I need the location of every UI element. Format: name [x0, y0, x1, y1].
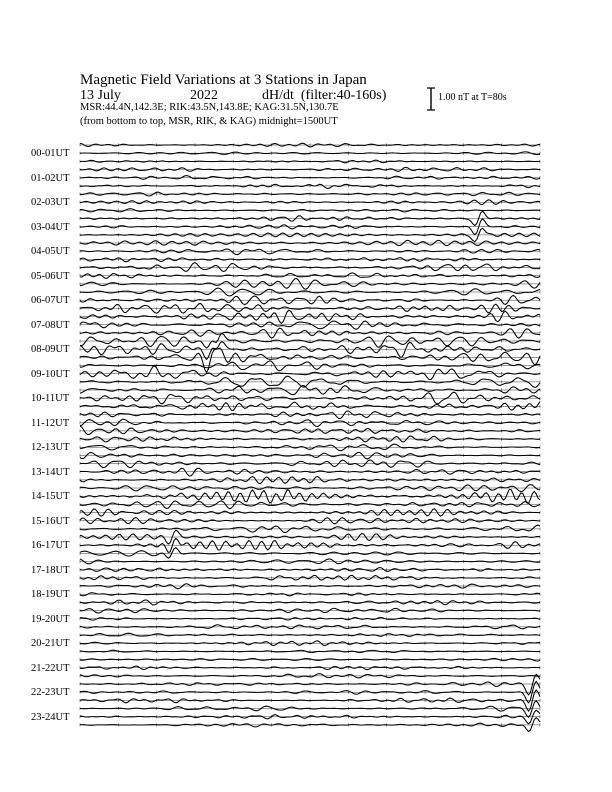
trace-msr	[80, 209, 540, 212]
scale-label: 1.00 nT at T=80s	[438, 92, 507, 103]
trace-kag	[80, 701, 540, 717]
trace-msr	[80, 650, 540, 653]
trace-kag	[80, 288, 540, 296]
trace-rik	[80, 295, 540, 304]
hour-label: 10-11UT	[31, 393, 70, 404]
trace-waveform	[80, 273, 540, 278]
trace-kag	[80, 530, 540, 544]
station-coordinates: MSR:44.4N,142.3E; RIK:43.5N,143.8E; KAG:31.5N,130.7E	[80, 102, 339, 113]
trace-group	[80, 143, 540, 731]
hour-label: 18-19UT	[31, 589, 70, 600]
trace-msr	[80, 304, 540, 314]
trace-rik	[80, 273, 540, 278]
trace-kag	[80, 143, 540, 147]
trace-kag	[80, 436, 540, 442]
hour-label: 20-21UT	[31, 638, 70, 649]
trace-rik	[80, 366, 540, 380]
trace-kag	[80, 333, 540, 348]
trace-msr	[80, 477, 540, 484]
hour-label: 05-06UT	[31, 270, 70, 282]
trace-rik	[80, 249, 540, 255]
trace-msr	[80, 160, 540, 163]
hour-label: 00-01UT	[31, 148, 70, 159]
trace-waveform	[80, 468, 540, 476]
trace-rik	[80, 538, 540, 552]
hour-label: 17-18UT	[31, 564, 70, 576]
trace-rik	[80, 200, 540, 205]
hour-label: 13-14UT	[31, 466, 70, 478]
trace-msr	[80, 376, 540, 387]
hour-label: 03-04UT	[31, 221, 70, 233]
date-year: 2022	[190, 88, 218, 103]
trace-rik	[80, 321, 540, 329]
trace-kag	[80, 211, 540, 225]
trace-msr	[80, 258, 540, 262]
scale-bar	[427, 88, 435, 110]
hour-label: 01-02UT	[31, 172, 70, 184]
trace-rik	[80, 593, 540, 596]
chart-title: Magnetic Field Variations at 3 Stations in Japan	[80, 72, 367, 88]
trace-msr	[80, 452, 540, 459]
trace-kag	[80, 509, 540, 517]
hour-label: 14-15UT	[31, 491, 70, 502]
trace-msr	[80, 718, 540, 732]
trace-rik	[80, 641, 540, 646]
hour-label: 07-08UT	[31, 319, 70, 331]
trace-msr	[80, 348, 540, 372]
hour-label: 06-07UT	[31, 295, 70, 306]
trace-kag	[80, 167, 540, 171]
hour-label: 16-17UT	[31, 540, 70, 551]
trace-msr	[80, 328, 540, 338]
quantity-label: dH/dt	[262, 88, 294, 103]
trace-waveform	[80, 392, 540, 404]
trace-kag	[80, 361, 540, 371]
trace-kag	[80, 192, 540, 196]
trace-waveform	[80, 718, 540, 732]
trace-kag	[80, 460, 540, 468]
trace-kag	[80, 411, 540, 419]
trace-rik	[80, 468, 540, 476]
hour-label: 12-13UT	[31, 442, 70, 453]
hour-label: 09-10UT	[31, 368, 70, 380]
hour-label: 11-12UT	[31, 417, 70, 429]
trace-msr	[80, 501, 540, 509]
trace-rik	[80, 710, 540, 724]
trace-msr	[80, 548, 540, 559]
trace-kag	[80, 263, 540, 272]
trace-kag	[80, 658, 540, 661]
trace-rik	[80, 392, 540, 404]
trace-msr	[80, 279, 540, 290]
trace-waveform	[80, 641, 540, 646]
hour-label: 15-16UT	[31, 515, 70, 527]
trace-msr	[80, 525, 540, 533]
trace-rik	[80, 489, 540, 503]
trace-msr	[80, 600, 540, 605]
trace-rik	[80, 444, 540, 451]
trace-kag	[80, 240, 540, 245]
trace-waveform	[80, 701, 540, 717]
trace-rik	[80, 518, 540, 524]
trace-waveform	[80, 348, 540, 372]
trace-kag	[80, 633, 540, 636]
trace-rik	[80, 568, 540, 572]
hour-label: 23-24UT	[31, 711, 70, 723]
trace-kag	[80, 310, 540, 323]
trace-rik	[80, 152, 540, 155]
trace-msr	[80, 674, 540, 678]
station-order-note: (from bottom to top, MSR, RIK, & KAG) midnight=1500UT	[80, 116, 338, 127]
trace-kag	[80, 485, 540, 492]
hour-label: 21-22UT	[31, 662, 70, 674]
trace-waveform	[80, 386, 540, 395]
trace-kag	[80, 559, 540, 564]
date-day-month: 13 July	[80, 88, 121, 103]
hour-label: 22-23UT	[31, 687, 70, 698]
trace-msr	[80, 184, 540, 188]
trace-rik	[80, 176, 540, 180]
trace-waveform	[80, 501, 540, 509]
hour-label: 02-03UT	[31, 197, 70, 208]
trace-msr	[80, 402, 540, 411]
trace-waveform	[80, 460, 540, 468]
trace-waveform	[80, 548, 540, 559]
hour-label: 08-09UT	[31, 344, 70, 355]
trace-msr	[80, 426, 540, 435]
trace-kag	[80, 608, 540, 613]
trace-rik	[80, 419, 540, 426]
trace-rik	[80, 666, 540, 670]
hour-label: 04-05UT	[31, 246, 70, 257]
trace-msr	[80, 575, 540, 580]
trace-kag	[80, 386, 540, 395]
trace-kag	[80, 584, 540, 589]
trace-msr	[80, 625, 540, 629]
filter-label: (filter:40-160s)	[300, 88, 387, 103]
hour-label: 19-20UT	[31, 613, 70, 625]
trace-rik	[80, 617, 540, 620]
